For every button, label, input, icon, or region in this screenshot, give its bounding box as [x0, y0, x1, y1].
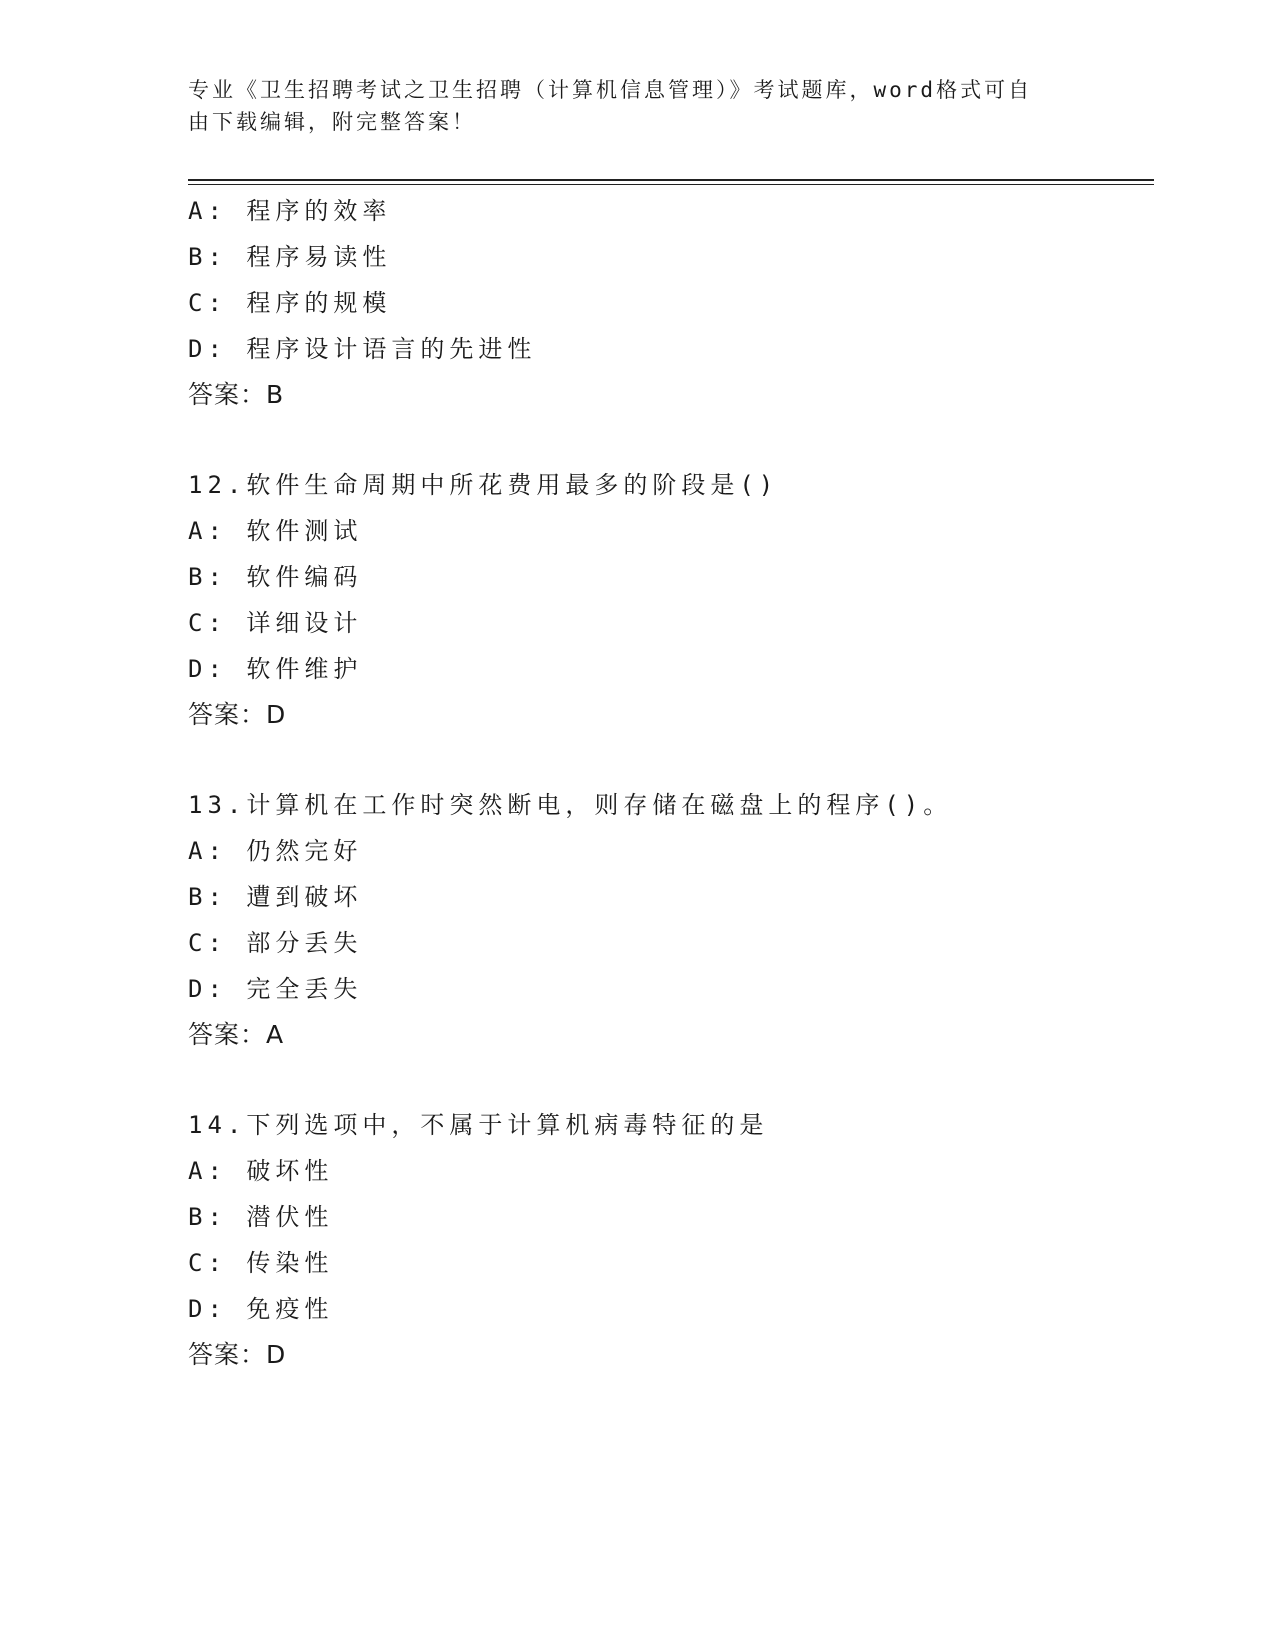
question-12	[188, 462, 1168, 738]
question-stem: 12.软件生命周期中所花费用最多的阶段是()	[188, 471, 779, 499]
option-b: B: 软件编码	[188, 563, 363, 591]
option-c: C: 部分丢失	[188, 929, 363, 957]
option-b: B: 潜伏性	[188, 1203, 334, 1231]
option-a: A: 软件测试	[188, 517, 363, 545]
question-13	[188, 782, 1168, 1058]
option-d: D: 完全丢失	[188, 975, 363, 1003]
option-c: C: 传染性	[188, 1249, 334, 1277]
question-list	[188, 188, 1168, 1378]
header-divider-thin	[188, 184, 1154, 185]
header-divider-thick	[188, 179, 1154, 181]
option-d: D: 软件维护	[188, 655, 363, 683]
answer: 答案：B	[188, 380, 285, 409]
header-line-1: 专业《卫生招聘考试之卫生招聘（计算机信息管理）》考试题库，word格式可自	[188, 78, 1033, 102]
answer: 答案：D	[188, 700, 287, 729]
answer: 答案：D	[188, 1340, 287, 1369]
header-line-2: 由下载编辑，附完整答案！	[188, 110, 476, 134]
option-c: C: 程序的规模	[188, 289, 392, 317]
option-a: A: 程序的效率	[188, 197, 392, 225]
option-d: D: 程序设计语言的先进性	[188, 335, 537, 363]
answer: 答案：A	[188, 1020, 285, 1049]
option-b: B: 遭到破坏	[188, 883, 363, 911]
option-b: B: 程序易读性	[188, 243, 392, 271]
option-c: C: 详细设计	[188, 609, 363, 637]
option-d: D: 免疫性	[188, 1295, 334, 1323]
question-11-continued	[188, 188, 1168, 418]
option-a: A: 破坏性	[188, 1157, 334, 1185]
question-14	[188, 1102, 1168, 1378]
question-stem: 13.计算机在工作时突然断电，则存储在磁盘上的程序()。	[188, 791, 953, 819]
question-stem: 14.下列选项中，不属于计算机病毒特征的是	[188, 1111, 769, 1139]
document-header	[188, 74, 1068, 138]
option-a: A: 仍然完好	[188, 837, 363, 865]
